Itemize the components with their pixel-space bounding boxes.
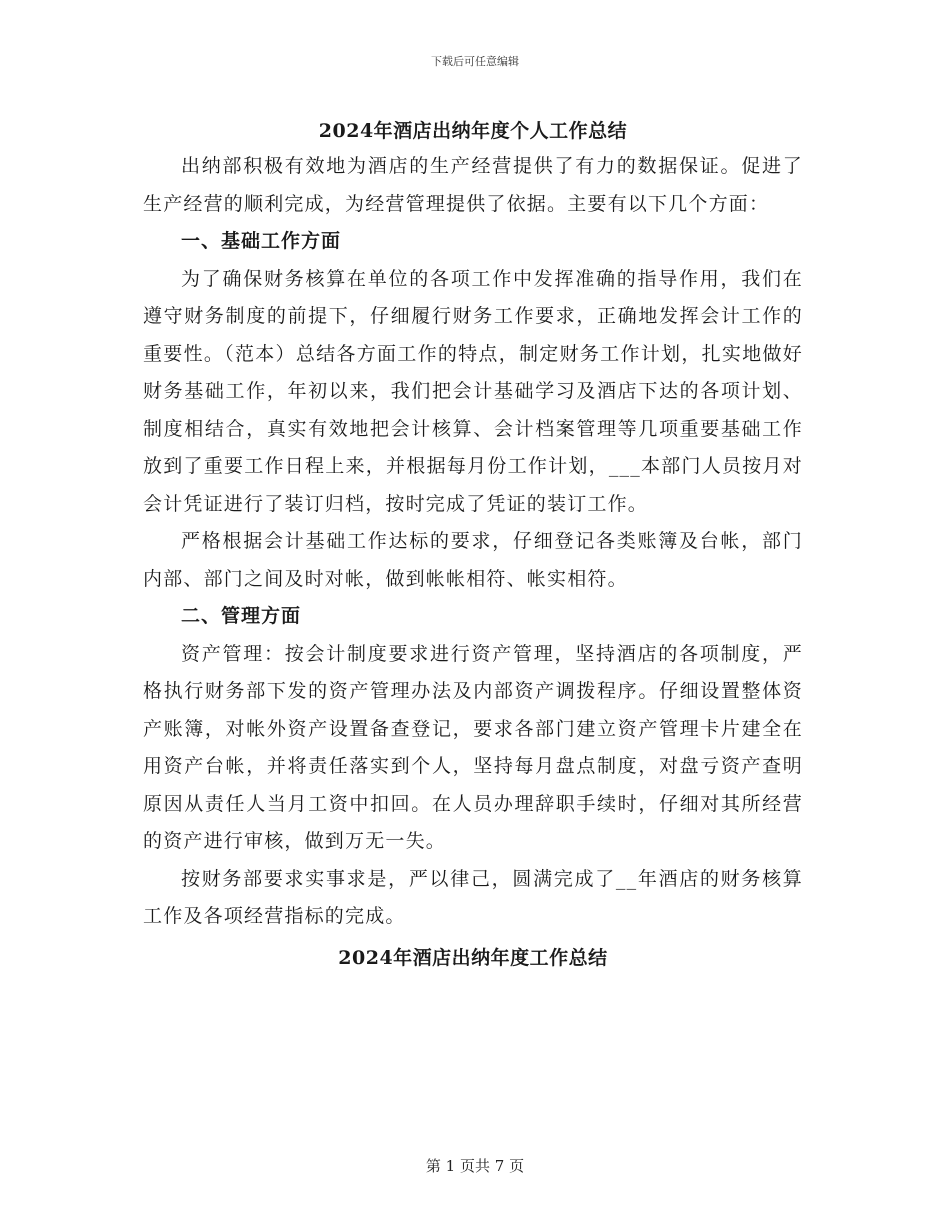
section-heading-basic-work: 一、基础工作方面 xyxy=(181,230,342,252)
document-body xyxy=(143,110,803,977)
paragraph: 为了确保财务核算在单位的各项工作中发挥准确的指导作用，我们在遵守财务制度的前提下，仔细履行财务工作要求，正确地发挥会计工作的重要性。（范本）总结各方面工作的特点，制定财务工作计划，扎实地做好财务基础工作，年初以来，我们把会计基础学习及酒店下达的各项计划、制度相结合，真实有效地把会计核算、会计档案管理等几项重要基础工作放到了重要工作日程上来，并根据每月份工作计划，___本部门人员按月对会计凭证进行了装订归档，按时完成了凭证的装订工作。 xyxy=(143,267,803,515)
page-number-footer: 第 1 页共 7 页 xyxy=(425,1157,525,1175)
document-title: 2024年酒店出纳年度个人工作总结 xyxy=(318,120,628,142)
header-note: 下载后可任意编辑 xyxy=(431,55,519,68)
intro-paragraph: 出纳部积极有效地为酒店的生产经营提供了有力的数据保证。促进了生产经营的顺利完成，为经营管理提供了依据。主要有以下几个方面： xyxy=(143,155,803,215)
paragraph: 按财务部要求实事求是，严以律己，圆满完成了__年酒店的财务核算工作及各项经营指标的完成。 xyxy=(143,867,803,927)
paragraph: 严格根据会计基础工作达标的要求，仔细登记各类账簿及台帐，部门内部、部门之间及时对帐，做到帐帐相符、帐实相符。 xyxy=(143,530,803,590)
second-document-title: 2024年酒店出纳年度工作总结 xyxy=(338,946,608,969)
section-heading-management: 二、管理方面 xyxy=(181,605,302,627)
paragraph: 资产管理：按会计制度要求进行资产管理，坚持酒店的各项制度，严格执行财务部下发的资产管理办法及内部资产调拨程序。仔细设置整体资产账簿，对帐外资产设置备查登记，要求各部门建立资产管理卡片建全在用资产台帐，并将责任落实到个人，坚持每月盘点制度，对盘亏资产查明原因从责任人当月工资中扣回。在人员办理辞职手续时，仔细对其所经营的资产进行审核，做到万无一失。 xyxy=(143,642,803,852)
